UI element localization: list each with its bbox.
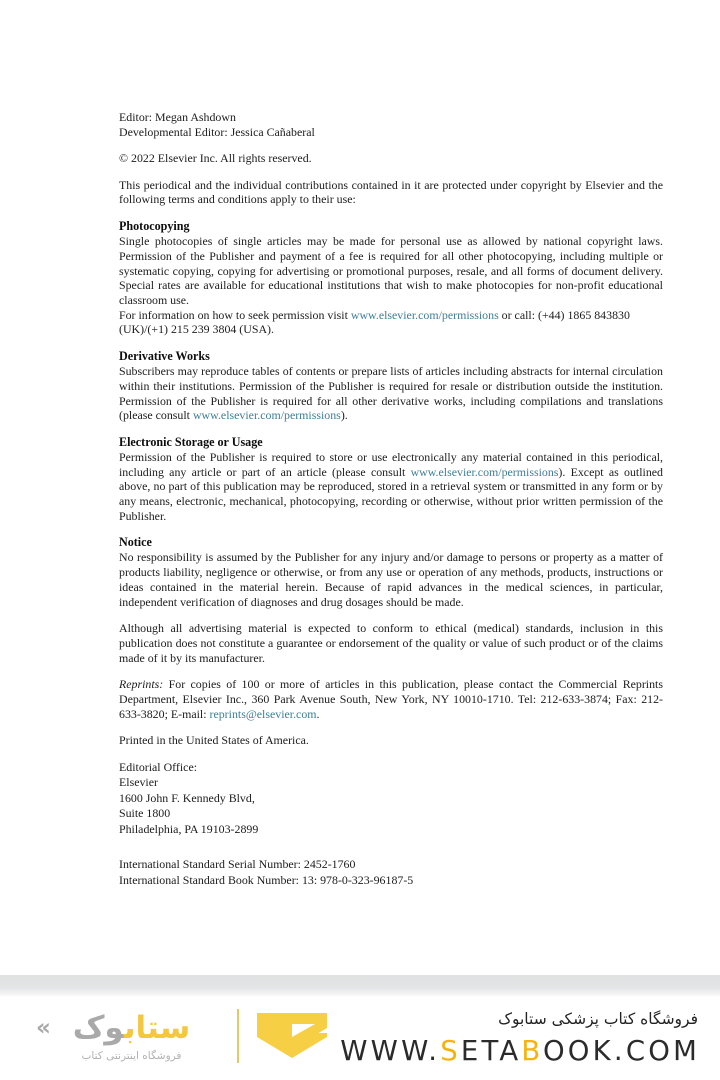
editor-line: Editor: Megan Ashdown — [119, 110, 236, 124]
electronic-storage-paragraph — [119, 450, 663, 524]
setabook-logo[interactable] — [34, 1005, 229, 1071]
url-part-eta: ETA — [460, 1035, 522, 1067]
reprints-block — [119, 677, 663, 721]
printed-in-block — [119, 733, 663, 748]
copyright-line: © 2022 Elsevier Inc. All rights reserved. — [119, 151, 312, 166]
electronic-post: ). Except as outlined above, no part of this publication may be reproduced, stored in a retrieval system or transmitted in any form or by any means, electronic, mechanical, photocopying, recording or otherwise, without prior written permission of the Publisher. — [119, 464, 663, 523]
section-derivative-works — [119, 349, 663, 423]
logo-chevron-icon: « — [36, 1015, 51, 1041]
logo-wordmark-gold: ستاب — [123, 1010, 191, 1046]
photocopying-paragraph-2 — [119, 308, 663, 337]
developmental-editor-line: Developmental Editor: Jessica Cañaberal — [119, 124, 315, 139]
reprints-text-post: . — [316, 706, 320, 721]
brand-title-fa: فروشگاه کتاب پزشکی ستابوک — [498, 1010, 698, 1028]
section-electronic-storage — [119, 435, 663, 524]
reprints-paragraph — [119, 677, 663, 721]
section-heading-derivative-works: Derivative Works — [119, 349, 210, 364]
reprints-email-link[interactable]: reprints@elsevier.com — [209, 706, 317, 721]
photocopying-paragraph-1: Single photocopies of single articles may be made for personal use as allowed by national copyright laws. Permission of the Publisher and payment of a fee is required for all other photocopying, including multiple or systematic copying, copying for advertising or promotional purposes, resale, and all forms of document delivery. Special rates are available for educational institutions that wish to make photocopies for non-profit educational classroom use. — [119, 234, 663, 307]
photocopying-p2-pre: For information on how to seek permission visit — [119, 307, 351, 322]
reprints-label: Reprints: — [119, 677, 164, 692]
editorial-office-label: Editorial Office: — [119, 760, 198, 775]
section-heading-notice: Notice — [119, 535, 152, 550]
copyright-block — [119, 151, 663, 166]
isbn-line: International Standard Book Number: 13: 978-0-323-96187-5 — [119, 872, 414, 887]
intro-block — [119, 178, 663, 207]
section-photocopying — [119, 219, 663, 337]
reprints-text-pre: For copies of 100 or more of articles in this publication, please contact the Commercial Reprints Department, Elsevier Inc., 360 Park Avenue South, New York, NY 10010-1710. Tel: 212-633-3874; Fax: 212-633-3820; E-mail: — [119, 677, 663, 721]
section-notice — [119, 535, 663, 609]
advertising-disclaimer-block — [119, 621, 663, 665]
editorial-office-line: 1600 John F. Kennedy Blvd, — [119, 790, 255, 805]
url-letter-s: S — [440, 1035, 461, 1067]
photocopying-p2-post: or call: (+44) 1865 843830 (UK)/(+1) 215 239 3804 (USA). — [119, 307, 630, 337]
notice-paragraph: No responsibility is assumed by the Publisher for any injury and/or damage to persons or property as a matter of products liability, negligence or otherwise, or from any use or operation of any methods, products, instructions or ideas contained in the material herein. Because of rapid advances in the medical sciences, in particular, independent verification of diagnoses and drug dosages should be made. — [119, 550, 663, 609]
derivative-pre: Subscribers may reproduce tables of contents or prepare lists of articles including abstracts for internal circulation within their institutions. Permission of the Publisher is required for resale or distribution outside the institution. Permission of the Publisher is required for all other derivative works, including compilations and translations (please consult — [119, 364, 663, 423]
editorial-office-line: Elsevier — [119, 775, 158, 790]
footer-banner — [0, 997, 720, 1080]
url-part-ook-com: OOK.COM — [542, 1035, 700, 1067]
logo-tagline: فروشگاه اینترنتی کتاب — [81, 1050, 182, 1062]
editorial-office-line: Suite 1800 — [119, 806, 171, 821]
identifiers-block — [119, 857, 663, 888]
double-chevron-down-icon — [255, 1011, 329, 1063]
advertising-disclaimer: Although all advertising material is expected to conform to ethical (medical) standards, inclusion in this publication does not constitute a guarantee or endorsement of the quality or value of such product or of the claims made of it by its manufacturer. — [119, 621, 663, 665]
logo-divider — [237, 1009, 239, 1063]
permissions-link[interactable]: www.elsevier.com/permissions — [410, 464, 559, 479]
permissions-link[interactable]: www.elsevier.com/permissions — [350, 307, 499, 322]
document-text-column — [119, 110, 663, 900]
permissions-link[interactable]: www.elsevier.com/permissions — [192, 408, 341, 423]
masthead-block — [119, 110, 663, 139]
spacer — [119, 849, 663, 857]
website-url[interactable] — [340, 1033, 700, 1069]
issn-line: International Standard Serial Number: 2452-1760 — [119, 857, 356, 872]
derivative-post: ). — [340, 408, 348, 423]
editorial-office-block — [119, 760, 663, 837]
logo-wordmark-gray: وک — [72, 1010, 124, 1046]
footer-gradient-band — [0, 975, 720, 997]
derivative-works-paragraph — [119, 364, 663, 423]
printed-in-line: Printed in the United States of America. — [119, 733, 309, 748]
editorial-office-line: Philadelphia, PA 19103-2899 — [119, 821, 259, 836]
logo-wordmark — [34, 1007, 229, 1049]
url-part-www: WWW. — [340, 1035, 441, 1067]
section-heading-electronic-storage: Electronic Storage or Usage — [119, 434, 263, 449]
electronic-pre: Permission of the Publisher is required to store or use electronically any material contained in this periodical, including any article or part of an article (please consult — [119, 449, 663, 479]
url-letter-b: B — [521, 1035, 543, 1067]
intro-paragraph: This periodical and the individual contributions contained in it are protected under copyright by Elsevier and the following terms and conditions apply to their use: — [119, 177, 663, 207]
section-heading-photocopying: Photocopying — [119, 219, 190, 234]
